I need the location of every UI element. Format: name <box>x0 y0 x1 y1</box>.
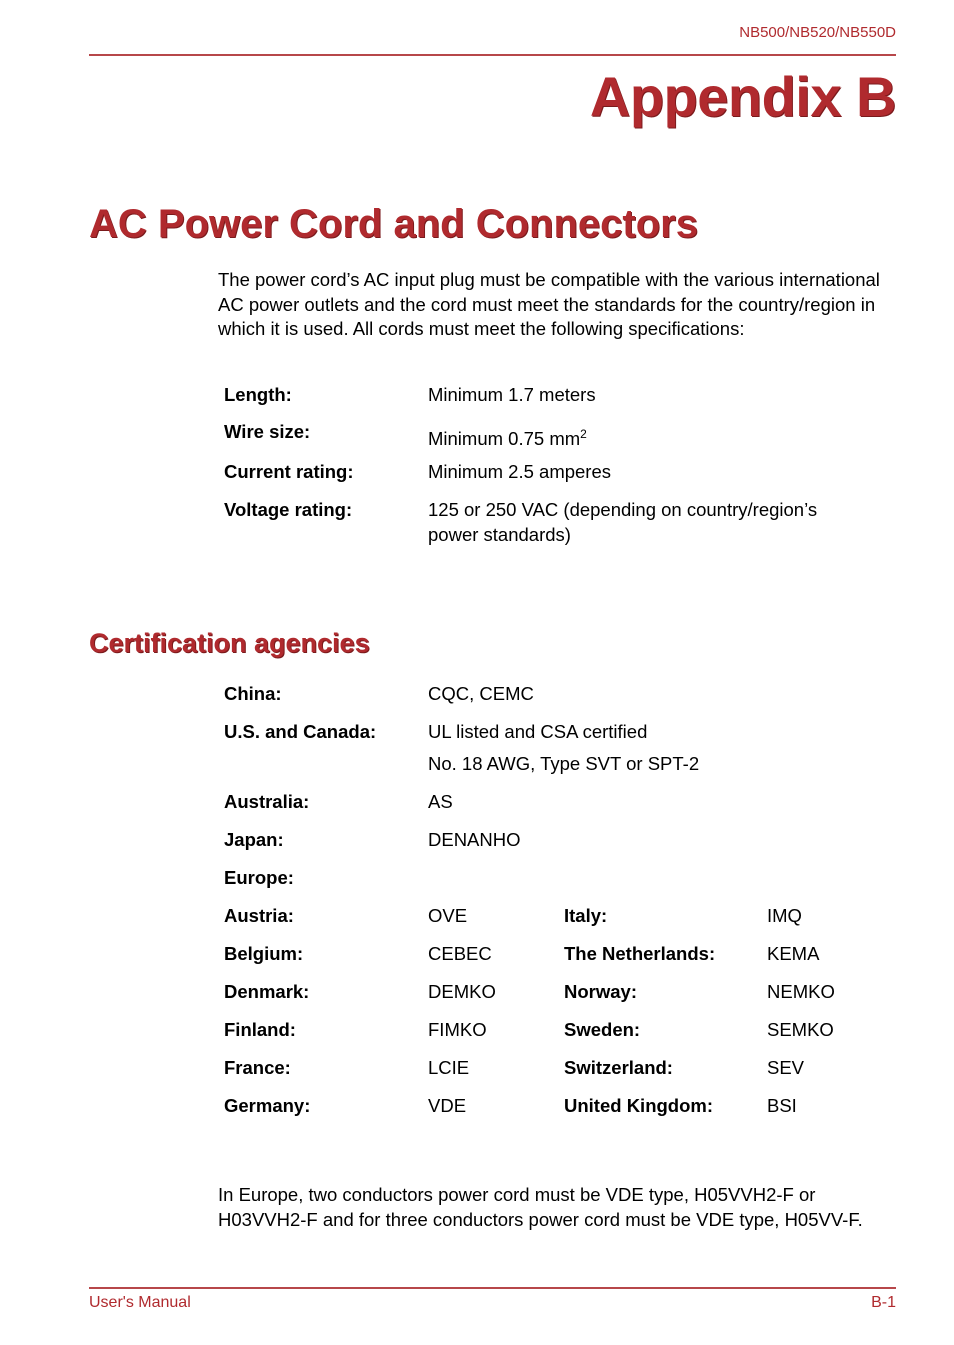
cert-us-label: U.S. and Canada: <box>224 721 377 742</box>
europe-agency: SEV <box>767 1057 805 1078</box>
cert-australia-label: Australia: <box>224 791 310 812</box>
spec-length-label: Length: <box>224 384 292 405</box>
footer-rule <box>89 1287 896 1289</box>
section-title: AC Power Cord and Connectors <box>89 202 698 246</box>
spec-length-value: Minimum 1.7 meters <box>428 384 596 405</box>
cert-australia-value: AS <box>428 791 453 812</box>
europe-agency: CEBEC <box>428 943 492 964</box>
spec-wire-value <box>428 422 587 452</box>
footer-page-number: B-1 <box>871 1294 896 1311</box>
spec-voltage-value-1: 125 or 250 VAC (depending on country/region’s <box>428 499 818 520</box>
appendix-title: Appendix B <box>589 65 896 128</box>
europe-country: Germany: <box>224 1095 311 1116</box>
spec-wire-label: Wire size: <box>224 421 311 442</box>
europe-country: Austria: <box>224 905 294 926</box>
cert-us-value-1: UL listed and CSA certified <box>428 721 648 742</box>
cert-europe-label: Europe: <box>224 867 294 888</box>
europe-agency: IMQ <box>767 905 802 926</box>
europe-agency: VDE <box>428 1095 467 1116</box>
europe-agency: DEMKO <box>428 981 496 1002</box>
header-model: NB500/NB520/NB550D <box>739 24 896 41</box>
cert-title: Certification agencies <box>89 628 370 658</box>
europe-country: United Kingdom: <box>564 1095 714 1116</box>
europe-agency: BSI <box>767 1095 797 1116</box>
europe-country: Sweden: <box>564 1019 641 1040</box>
europe-agency: OVE <box>428 905 468 926</box>
spec-current-label: Current rating: <box>224 461 354 482</box>
europe-country: Norway: <box>564 981 637 1002</box>
europe-country: France: <box>224 1057 291 1078</box>
spec-wire-text: Minimum 0.75 mm <box>428 428 581 449</box>
cert-japan-label: Japan: <box>224 829 284 850</box>
europe-agency: SEMKO <box>767 1019 834 1040</box>
intro-paragraph: The power cord’s AC input plug must be compatible with the various international AC power outlets and the cord must meet the standards for the country/region in which it is used. All cords must meet the following specifications: <box>218 269 880 339</box>
footer-manual-title: User's Manual <box>89 1294 191 1311</box>
europe-agency: NEMKO <box>767 981 835 1002</box>
cert-japan-value: DENANHO <box>428 829 521 850</box>
cert-china-value: CQC, CEMC <box>428 683 534 704</box>
spec-voltage-value-2: power standards) <box>428 524 571 545</box>
header-rule <box>89 54 896 56</box>
europe-country: The Netherlands: <box>564 943 716 964</box>
europe-country: Italy: <box>564 905 608 926</box>
europe-note-paragraph: In Europe, two conductors power cord must be VDE type, H05VVH2-F or H03VVH2-F and for three conductors power cord must be VDE type, H05VV-F. <box>218 1184 863 1230</box>
europe-country: Denmark: <box>224 981 310 1002</box>
europe-agency: KEMA <box>767 943 820 964</box>
europe-agency: LCIE <box>428 1057 470 1078</box>
europe-country: Switzerland: <box>564 1057 673 1078</box>
europe-agency: FIMKO <box>428 1019 487 1040</box>
cert-us-value-2: No. 18 AWG, Type SVT or SPT-2 <box>428 753 700 774</box>
cert-china-label: China: <box>224 683 282 704</box>
spec-wire-sup: 2 <box>580 427 587 441</box>
europe-country: Belgium: <box>224 943 304 964</box>
spec-voltage-label: Voltage rating: <box>224 499 353 520</box>
europe-country: Finland: <box>224 1019 296 1040</box>
spec-current-value: Minimum 2.5 amperes <box>428 461 612 482</box>
